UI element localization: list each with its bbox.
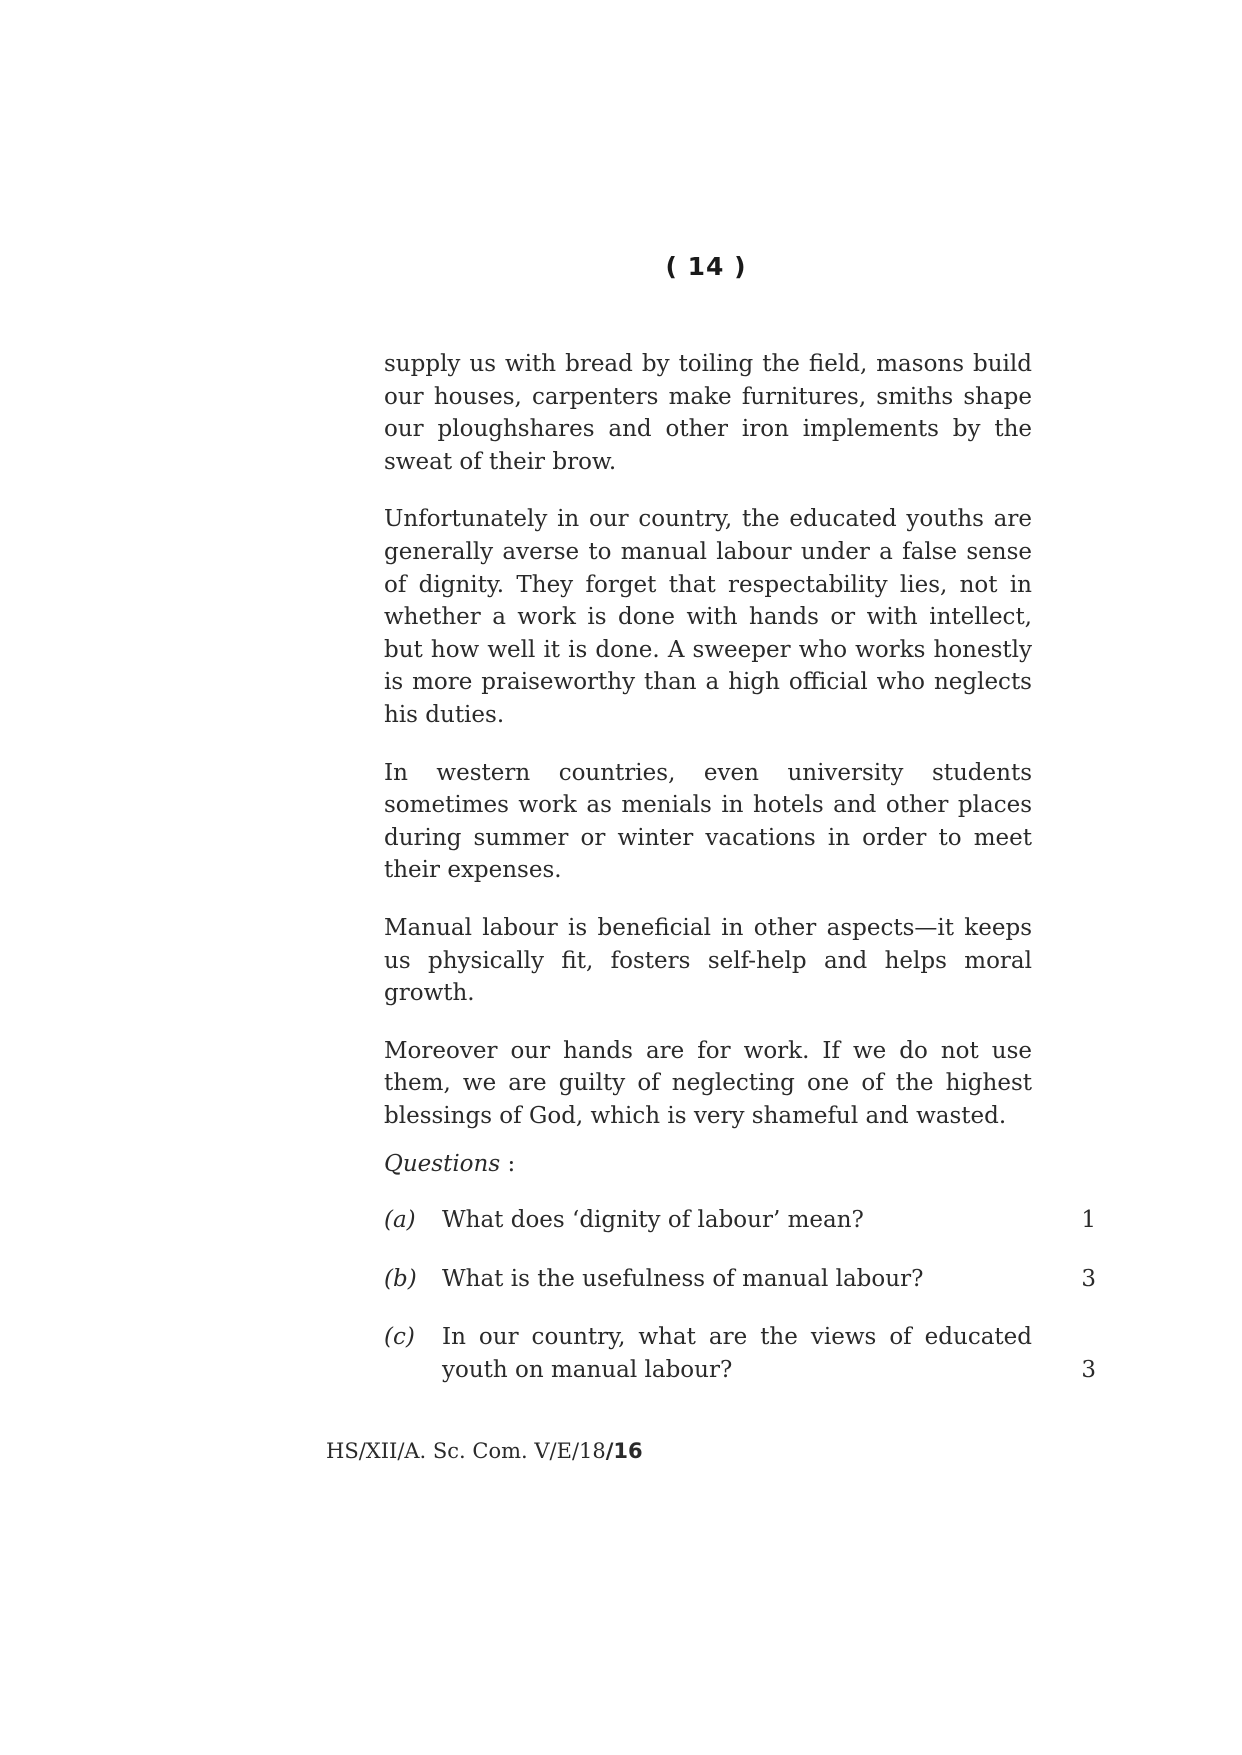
questions-heading-colon: : (500, 1151, 516, 1177)
questions-heading (384, 1148, 515, 1180)
question-letter: (b) (384, 1266, 417, 1292)
question-letter: (a) (384, 1207, 416, 1233)
question-item-a (384, 1204, 1096, 1238)
question-marks: 3 (1081, 1357, 1096, 1383)
footer-code-text: HS/XII/A. Sc. Com. V/E/18 (326, 1439, 606, 1463)
passage-paragraph: supply us with bread by toiling the field, masons build our houses, carpenters make furnitures, smiths shape our ploughshares and other iron implements by the sweat of their brow. (384, 351, 1032, 475)
footer-page-total: /16 (605, 1439, 643, 1463)
passage-body (384, 348, 1032, 1157)
question-item-c (384, 1321, 1096, 1389)
passage-paragraph: Manual labour is beneficial in other aspects—it keeps us physically fit, fosters self-help and helps moral growth. (384, 914, 1032, 1007)
questions-heading-label: Questions (384, 1151, 501, 1177)
question-marks: 3 (1081, 1266, 1096, 1292)
footer-code (326, 1437, 643, 1465)
page-number: ( 14 ) (665, 252, 747, 281)
passage-paragraph: Unfortunately in our country, the educated youths are generally averse to manual labour under a false sense of dignity. They forget that respectability lies, not in whether a work is done with hands or with intellect, but how well it is done. A sweeper who works honestly is more praiseworthy than a high official who neglects his duties. (384, 506, 1032, 728)
question-letter: (c) (384, 1324, 415, 1350)
question-text: In our country, what are the views of educated youth on manual labour? (442, 1324, 1032, 1383)
question-item-b (384, 1263, 1096, 1297)
passage-paragraph: In western countries, even university students sometimes work as menials in hotels and other places during summer or winter vacations in order to meet their expenses. (384, 759, 1032, 884)
passage-paragraph: Moreover our hands are for work. If we do not use them, we are guilty of neglecting one of the highest blessings of God, which is very shameful and wasted. (384, 1037, 1032, 1129)
question-text: What is the usefulness of manual labour? (442, 1266, 924, 1292)
question-marks: 1 (1081, 1207, 1096, 1233)
question-text: What does ‘dignity of labour’ mean? (442, 1207, 864, 1233)
